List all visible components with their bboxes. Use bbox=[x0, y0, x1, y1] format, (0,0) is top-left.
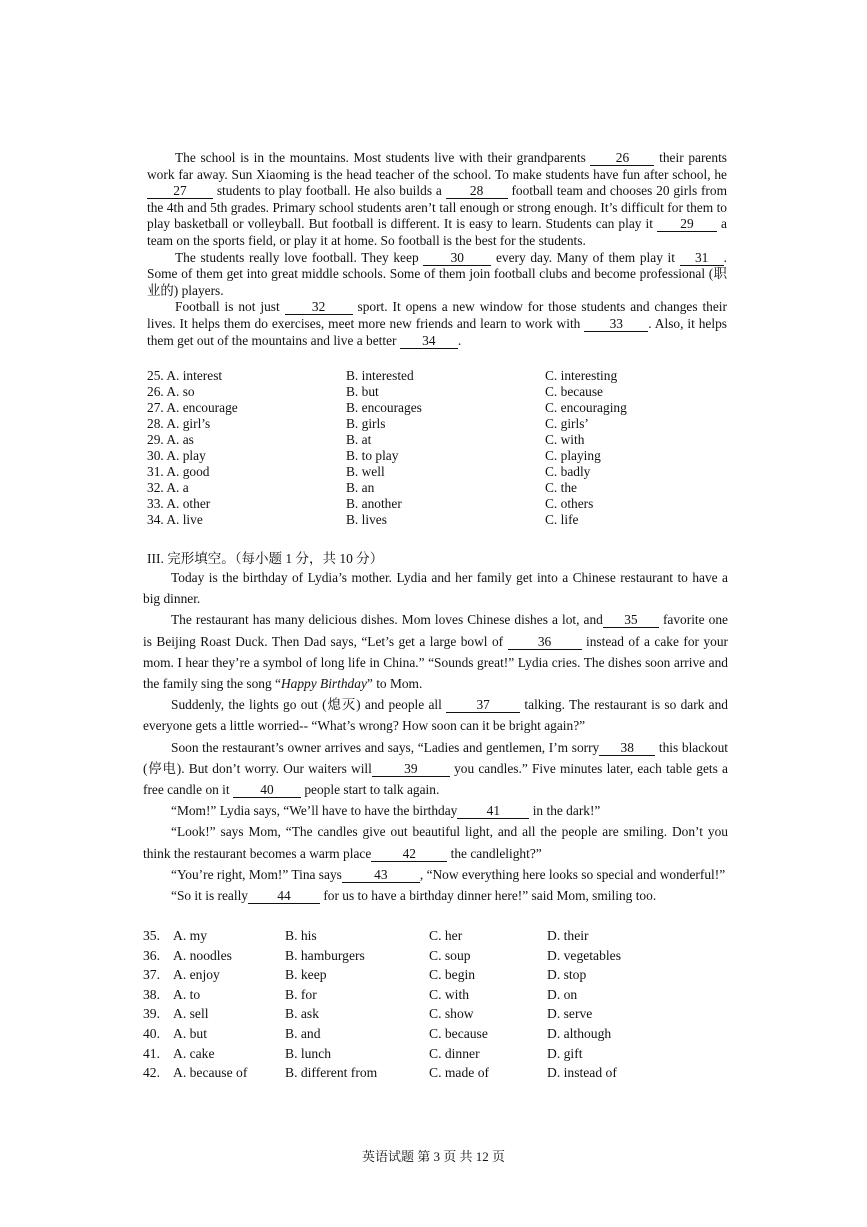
option-b[interactable]: B. ask bbox=[285, 1006, 319, 1022]
option-b[interactable]: B. lunch bbox=[285, 1045, 332, 1061]
option-c[interactable]: C. badly bbox=[545, 464, 591, 479]
option-c[interactable]: C. show bbox=[429, 1006, 474, 1022]
option-row bbox=[147, 384, 747, 400]
option-c[interactable]: C. encouraging bbox=[545, 400, 627, 415]
text: their parents work far away. Sun Xiaoming is the head teacher of the school. To make students have fun after school, he bbox=[147, 150, 727, 182]
option-b[interactable]: B. another bbox=[346, 496, 402, 511]
blank-36[interactable]: 36 bbox=[508, 635, 582, 650]
text: people start to talk again. bbox=[300, 782, 440, 798]
option-b[interactable]: B. to play bbox=[346, 448, 399, 463]
blank-32[interactable]: 32 bbox=[285, 300, 353, 315]
option-b[interactable]: B. encourages bbox=[346, 400, 422, 415]
option-row bbox=[147, 512, 747, 528]
blank-43[interactable]: 43 bbox=[342, 868, 420, 883]
text: students to play football. He also builds a bbox=[213, 183, 446, 199]
option-row bbox=[143, 1044, 743, 1064]
text: “You’re right, Mom!” Tina says bbox=[171, 866, 342, 882]
text: this blackout (停电). But don’t worry. Our waiters will bbox=[143, 739, 728, 776]
passage-a-paragraph-2 bbox=[147, 250, 727, 300]
passage-a-paragraph-1 bbox=[147, 150, 727, 250]
option-b[interactable]: B. different from bbox=[285, 1065, 378, 1081]
blank-30[interactable]: 30 bbox=[423, 251, 491, 266]
option-c[interactable]: C. because bbox=[429, 1025, 488, 1041]
option-c[interactable]: C. begin bbox=[429, 967, 476, 983]
option-c[interactable]: C. with bbox=[429, 986, 470, 1002]
option-row bbox=[147, 496, 747, 512]
option-a[interactable]: 27. A. encourage bbox=[147, 400, 238, 415]
blank-27[interactable]: 27 bbox=[147, 184, 213, 199]
option-c[interactable]: C. because bbox=[545, 384, 604, 399]
text: instead of a cake for your mom. I hear they’re a symbol of long life in China.” “Sounds great!” Lydia cries. The dishes soon arrive and the family sing the song “ bbox=[143, 633, 728, 692]
question-number: 37. bbox=[143, 967, 160, 983]
text: for us to have a birthday dinner here!” said Mom, smiling too. bbox=[319, 888, 657, 904]
passage-a-paragraph-3 bbox=[147, 299, 727, 349]
option-c[interactable]: C. life bbox=[545, 512, 579, 527]
text: Soon the restaurant’s owner arrives and says, “Ladies and gentlemen, I’m sorry bbox=[171, 739, 600, 755]
passage-b-paragraph-7 bbox=[143, 864, 728, 885]
option-row bbox=[143, 1024, 743, 1044]
option-a[interactable]: A. noodles bbox=[173, 947, 232, 963]
blank-26[interactable]: 26 bbox=[590, 151, 654, 166]
question-number: 40. bbox=[143, 1025, 160, 1041]
option-b[interactable]: B. well bbox=[346, 464, 385, 479]
option-b[interactable]: B. lives bbox=[346, 512, 387, 527]
passage-b-paragraph-2 bbox=[143, 609, 728, 694]
option-row bbox=[143, 965, 743, 985]
option-row bbox=[147, 464, 747, 480]
passage-b-paragraph-5 bbox=[143, 800, 728, 821]
option-row bbox=[147, 432, 747, 448]
option-c[interactable]: C. others bbox=[545, 496, 594, 511]
option-a[interactable]: A. but bbox=[173, 1025, 207, 1041]
option-a[interactable]: A. my bbox=[173, 928, 207, 943]
option-b[interactable]: B. keep bbox=[285, 967, 327, 983]
text: every day. Many of them play it bbox=[491, 249, 680, 265]
blank-42[interactable]: 42 bbox=[371, 847, 447, 862]
option-a[interactable]: 32. A. a bbox=[147, 480, 189, 495]
text: Football is not just bbox=[175, 299, 285, 315]
option-a[interactable]: 25. A. interest bbox=[147, 368, 223, 383]
blank-37[interactable]: 37 bbox=[446, 698, 520, 713]
options-b bbox=[143, 926, 743, 1083]
option-c[interactable]: C. girls’ bbox=[545, 416, 589, 431]
blank-28[interactable]: 28 bbox=[446, 184, 508, 199]
option-d[interactable]: D. although bbox=[547, 1025, 612, 1041]
passage-b-paragraph-1: Today is the birthday of Lydia’s mother. Lydia and her family get into a Chinese restaurant to have a big dinner. bbox=[143, 570, 728, 607]
text: favorite one is Beijing Roast Duck. Then Dad says, “Let’s get a large bowl of bbox=[143, 612, 729, 649]
text: , “Now everything here looks so special and wonderful!” bbox=[419, 866, 726, 882]
option-c[interactable]: C. dinner bbox=[429, 1045, 480, 1061]
option-row bbox=[147, 448, 747, 464]
option-d[interactable]: D. gift bbox=[547, 1045, 583, 1061]
passage-b-paragraph-4 bbox=[143, 737, 728, 801]
question-number: 39. bbox=[143, 1006, 160, 1022]
blank-29[interactable]: 29 bbox=[657, 217, 717, 232]
option-a[interactable]: A. to bbox=[173, 986, 201, 1002]
option-a[interactable]: A. because of bbox=[173, 1065, 248, 1081]
option-b[interactable]: B. but bbox=[346, 384, 379, 399]
text: in the dark!” bbox=[529, 803, 601, 819]
passage-a bbox=[147, 150, 727, 349]
blank-34[interactable]: 34 bbox=[400, 334, 458, 349]
option-c[interactable]: C. interesting bbox=[545, 368, 618, 383]
option-b[interactable]: B. at bbox=[346, 432, 372, 447]
option-d[interactable]: D. vegetables bbox=[547, 947, 621, 963]
passage-b bbox=[143, 567, 728, 906]
option-d[interactable]: D. stop bbox=[547, 967, 587, 983]
option-d[interactable]: D. their bbox=[547, 928, 589, 943]
option-a[interactable]: A. cake bbox=[173, 1045, 215, 1061]
blank-39[interactable]: 39 bbox=[372, 762, 450, 777]
option-a[interactable]: 33. A. other bbox=[147, 496, 211, 511]
option-a[interactable]: A. enjoy bbox=[173, 967, 220, 983]
text: the candlelight?” bbox=[447, 845, 542, 861]
option-d[interactable]: D. serve bbox=[547, 1006, 593, 1022]
text: you candles.” Five minutes later, each table gets a free candle on it bbox=[143, 760, 728, 798]
option-a[interactable]: 30. A. play bbox=[147, 448, 206, 463]
text: . Also, it helps them get out of the mountains and live a better bbox=[147, 315, 727, 348]
option-b[interactable]: B. and bbox=[285, 1025, 321, 1041]
blank-35[interactable]: 35 bbox=[603, 613, 659, 628]
text: “Mom!” Lydia says, “We’ll have to have the birthday bbox=[171, 803, 458, 819]
blank-44[interactable]: 44 bbox=[248, 889, 320, 904]
option-row bbox=[143, 1063, 743, 1083]
option-c[interactable]: C. soup bbox=[429, 947, 471, 963]
question-number: 35. bbox=[143, 928, 160, 943]
option-d[interactable]: D. on bbox=[547, 986, 578, 1002]
question-number: 36. bbox=[143, 947, 160, 963]
option-c[interactable]: C. the bbox=[545, 480, 577, 495]
option-a[interactable]: 34. A. live bbox=[147, 512, 203, 527]
text: talking. The restaurant is so dark and everyone gets a little worried-- “What’s wrong? How soon can it be bright again?” bbox=[143, 697, 728, 734]
option-b[interactable]: B. hamburgers bbox=[285, 947, 365, 963]
option-row bbox=[143, 1004, 743, 1024]
text: . Some of them get into great middle schools. Some of them join football clubs and become professional (职业的) players. bbox=[147, 249, 728, 298]
options-a bbox=[147, 368, 747, 528]
page-footer: 英语试题 第 3 页 共 12 页 bbox=[361, 1149, 505, 1164]
text: The school is in the mountains. Most students live with their grandparents bbox=[175, 150, 591, 165]
option-a[interactable]: 26. A. so bbox=[147, 384, 195, 399]
option-row bbox=[147, 400, 747, 416]
option-b[interactable]: B. interested bbox=[346, 368, 414, 383]
option-row bbox=[147, 480, 747, 496]
option-row bbox=[143, 946, 743, 966]
section-title: III. 完形填空。（每小题 1 分，共 10 分） bbox=[147, 551, 384, 566]
option-c[interactable]: C. with bbox=[545, 432, 585, 447]
text: “Look!” says Mom, “The candles give out beautiful light, and all the people are smiling. Don’t you think the restaurant becomes a warm place bbox=[143, 824, 728, 861]
blank-33[interactable]: 33 bbox=[584, 317, 648, 332]
option-a[interactable]: A. sell bbox=[173, 1006, 209, 1022]
song-title: Happy Birthday bbox=[280, 676, 367, 692]
option-c[interactable]: C. her bbox=[429, 928, 463, 943]
text: sport. It opens a new window for those students and changes their lives. It helps them do exercises, meet more new friends and learn to work with bbox=[147, 299, 727, 331]
option-row bbox=[143, 926, 743, 946]
option-c[interactable]: C. made of bbox=[429, 1065, 490, 1081]
text: The students really love football. They keep bbox=[175, 249, 424, 265]
text: The restaurant has many delicious dishes. Mom loves Chinese dishes a lot, and bbox=[171, 612, 603, 628]
option-d[interactable]: D. instead of bbox=[547, 1065, 617, 1081]
blank-38[interactable]: 38 bbox=[599, 741, 655, 756]
text: . bbox=[457, 332, 462, 348]
blank-41[interactable]: 41 bbox=[457, 804, 529, 819]
option-a[interactable]: 31. A. good bbox=[147, 464, 210, 479]
passage-b-paragraph-3 bbox=[143, 694, 728, 736]
option-b[interactable]: B. an bbox=[346, 480, 375, 495]
option-b[interactable]: B. his bbox=[285, 928, 317, 943]
option-c[interactable]: C. playing bbox=[545, 448, 601, 463]
passage-b-paragraph-8 bbox=[143, 885, 728, 906]
question-number: 42. bbox=[143, 1065, 160, 1081]
question-number: 38. bbox=[143, 986, 160, 1002]
option-b[interactable]: B. for bbox=[285, 986, 317, 1002]
text: “So it is really bbox=[171, 888, 248, 904]
text: Suddenly, the lights go out (熄灭) and people all bbox=[171, 697, 447, 713]
text: football team and chooses 20 girls from the 4th and 5th grades. Primary school students aren’t tall enough or strong enough. It’s difficult for them to play basketball or volleyball. But football is different. It is easy to learn. Students can play it bbox=[147, 183, 728, 232]
option-row bbox=[147, 416, 747, 432]
question-number: 41. bbox=[143, 1045, 160, 1061]
blank-31[interactable]: 31 bbox=[680, 251, 724, 266]
option-a[interactable]: 28. A. girl’s bbox=[147, 416, 211, 431]
text: ” to Mom. bbox=[366, 676, 423, 692]
passage-b-paragraph-6 bbox=[143, 821, 728, 863]
option-b[interactable]: B. girls bbox=[346, 416, 386, 431]
option-a[interactable]: 29. A. as bbox=[147, 432, 194, 447]
option-row bbox=[143, 985, 743, 1005]
option-row bbox=[147, 368, 747, 384]
text: a team on the sports field, or play it at home. So football is the best for the students. bbox=[147, 216, 727, 248]
blank-40[interactable]: 40 bbox=[233, 783, 301, 798]
